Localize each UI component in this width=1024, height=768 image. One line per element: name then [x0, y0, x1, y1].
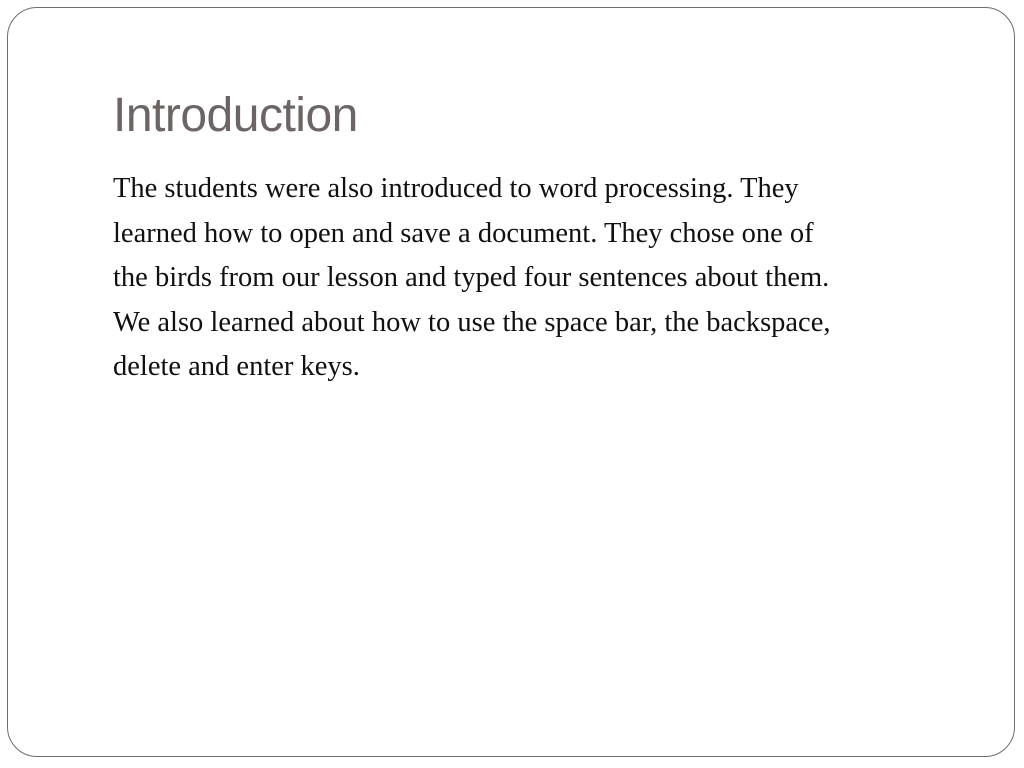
slide-body-text [113, 167, 973, 390]
body-line: The students were also introduced to word processing. They [113, 173, 799, 204]
body-line: the birds from our lesson and typed four sentences about them. [113, 262, 830, 293]
slide-title: Introduction [113, 89, 358, 142]
body-line: learned how to open and save a document. They chose one of [113, 217, 814, 249]
body-line: delete and enter keys. [113, 351, 360, 382]
body-line: We also learned about how to use the space bar, the backspace, [113, 306, 831, 338]
